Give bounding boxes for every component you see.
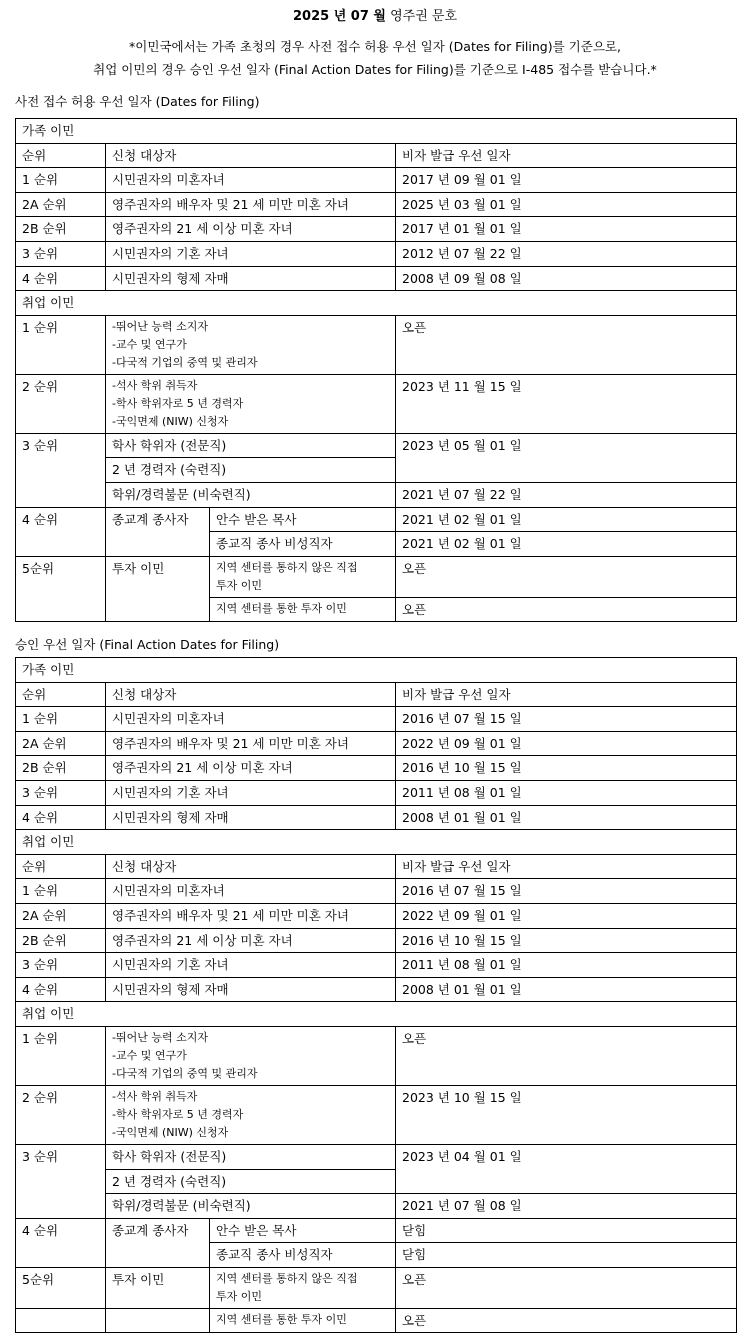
target-line: -교수 및 연구가 [112,337,187,351]
table-row [16,903,737,928]
date-cell: 2021 년 07 월 22 일 [396,482,737,507]
date-cell: 2021 년 02 월 01 일 [396,507,737,532]
target-cell: 2 년 경력자 (숙련직) [106,1169,396,1194]
table-row [16,168,737,193]
date-cell: 2011 년 08 월 01 일 [396,953,737,978]
group-cell: 종교계 종사자 [106,1218,210,1267]
sub-target-cell [210,556,396,597]
rank-cell: 2A 순위 [16,192,106,217]
table-row [16,805,737,830]
table-row [16,1144,737,1169]
target-cell: 2 년 경력자 (숙련직) [106,458,396,483]
date-cell: 오픈 [396,1308,737,1333]
family-header-row [16,119,737,144]
date-cell: 2021 년 02 월 01 일 [396,532,737,557]
sub-target-cell: 지역 센터를 통한 투자 이민 [210,597,396,622]
target-cell: 시민권자의 형제 자매 [106,266,396,291]
table-row [16,556,737,597]
rank-cell: 2 순위 [16,1085,106,1144]
rank-cell: 4 순위 [16,805,106,830]
date-cell: 닫힘 [396,1243,737,1268]
target-line: 투자 이민 [216,578,263,592]
employment-header: 취업 이민 [16,1002,737,1027]
dates-for-filing-table [15,118,737,622]
table-row [16,1308,737,1333]
rank-cell: 3 순위 [16,953,106,978]
rank-cell: 1 순위 [16,168,106,193]
rank-cell: 5순위 [16,556,106,622]
table-row [16,1026,737,1085]
table-row [16,731,737,756]
rank-cell: 1 순위 [16,707,106,732]
target-cell: 학사 학위자 (전문직) [106,1144,396,1169]
col-rank: 순위 [16,143,106,168]
sub-target-cell [210,1267,396,1308]
target-cell: 학위/경력불문 (비숙련직) [106,1194,396,1219]
col-target: 신청 대상자 [106,854,396,879]
target-cell: 영주권자의 배우자 및 21 세 미만 미혼 자녀 [106,731,396,756]
date-cell: 2025 년 03 월 01 일 [396,192,737,217]
date-cell: 2022 년 09 월 01 일 [396,731,737,756]
table-row [16,1267,737,1308]
table-row [16,315,737,374]
target-line: -다국적 기업의 중역 및 관리자 [112,355,258,369]
rank-cell: 3 순위 [16,433,106,507]
employment-header: 취업 이민 [16,830,737,855]
target-cell [106,1026,396,1085]
sub-target-cell: 안수 받은 목사 [210,1218,396,1243]
table-row [16,953,737,978]
target-line: -교수 및 연구가 [112,1048,187,1062]
rank-cell: 1 순위 [16,315,106,374]
target-cell: 학위/경력불문 (비숙련직) [106,482,396,507]
table-row [16,1218,737,1243]
target-line: -학사 학위자로 5 년 경력자 [112,396,244,410]
page-title [0,8,750,26]
date-cell: 2011 년 08 월 01 일 [396,780,737,805]
target-line: -뛰어난 능력 소지자 [112,319,208,333]
table-row [16,433,737,458]
rank-cell: 4 순위 [16,1218,106,1267]
target-cell: 시민권자의 기혼 자녀 [106,780,396,805]
target-cell [106,1085,396,1144]
target-line: -석사 학위 취득자 [112,378,198,392]
table-row [16,241,737,266]
date-cell: 오픈 [396,315,737,374]
date-cell: 2022 년 09 월 01 일 [396,903,737,928]
rank-cell: 4 순위 [16,977,106,1002]
target-cell: 영주권자의 21 세 이상 미혼 자녀 [106,756,396,781]
rank-cell: 3 순위 [16,1144,106,1218]
column-header-row [16,143,737,168]
date-cell: 2008 년 09 월 08 일 [396,266,737,291]
target-cell [106,315,396,374]
target-cell: 영주권자의 21 세 이상 미혼 자녀 [106,217,396,242]
target-cell [106,374,396,433]
target-line: 지역 센터를 통하지 않은 직접 [216,560,358,574]
date-cell: 2008 년 01 월 01 일 [396,805,737,830]
family-header: 가족 이민 [16,658,737,683]
col-date: 비자 발급 우선 일자 [396,143,737,168]
rank-cell: 2B 순위 [16,756,106,781]
target-line: -석사 학위 취득자 [112,1089,198,1103]
table-row [16,756,737,781]
date-cell: 2017 년 09 월 01 일 [396,168,737,193]
column-header-row [16,682,737,707]
date-cell: 2021 년 07 월 08 일 [396,1194,737,1219]
rank-cell: 3 순위 [16,780,106,805]
family-header-row [16,658,737,683]
target-line: -학사 학위자로 5 년 경력자 [112,1107,244,1121]
sub-target-cell: 종교직 종사 비성직자 [210,1243,396,1268]
date-cell: 2008 년 01 월 01 일 [396,977,737,1002]
rank-cell: 4 순위 [16,266,106,291]
rank-cell: 1 순위 [16,879,106,904]
rank-cell: 2A 순위 [16,731,106,756]
employment-header: 취업 이민 [16,291,737,316]
sub-target-cell: 지역 센터를 통한 투자 이민 [210,1308,396,1333]
target-cell: 시민권자의 형제 자매 [106,977,396,1002]
target-cell: 영주권자의 배우자 및 21 세 미만 미혼 자녀 [106,192,396,217]
rank-cell: 5순위 [16,1267,106,1308]
note-line-2: 취업 이민의 경우 승인 우선 일자 (Final Action Dates for Filing)를 기준으로 I-485 접수를 받습니다.* [93,62,657,77]
date-cell: 2023 년 10 월 15 일 [396,1085,737,1144]
date-cell: 오픈 [396,1026,737,1085]
sub-target-cell: 종교직 종사 비성직자 [210,532,396,557]
date-cell: 오픈 [396,1267,737,1308]
rank-cell: 2A 순위 [16,903,106,928]
date-cell: 2017 년 01 월 01 일 [396,217,737,242]
rank-cell: 4 순위 [16,507,106,556]
table-row [16,482,737,507]
target-line: -뛰어난 능력 소지자 [112,1030,208,1044]
rank-cell: 2B 순위 [16,217,106,242]
target-cell: 영주권자의 배우자 및 21 세 미만 미혼 자녀 [106,903,396,928]
target-cell: 시민권자의 형제 자매 [106,805,396,830]
table-row [16,928,737,953]
table-row [16,879,737,904]
section-label-final-action: 승인 우선 일자 (Final Action Dates for Filing) [15,637,280,652]
date-cell: 2023 년 05 월 01 일 [396,433,737,482]
rank-cell: 2 순위 [16,374,106,433]
table-row [16,266,737,291]
rank-cell: 3 순위 [16,241,106,266]
family-header: 가족 이민 [16,119,737,144]
date-cell: 2023 년 11 월 15 일 [396,374,737,433]
table-row [16,507,737,532]
col-target: 신청 대상자 [106,682,396,707]
date-cell: 2016 년 07 월 15 일 [396,707,737,732]
date-cell: 2016 년 07 월 15 일 [396,879,737,904]
group-cell: 투자 이민 [106,556,210,622]
rank-cell: 2B 순위 [16,928,106,953]
target-line: -국익면제 (NIW) 신청자 [112,414,229,428]
target-line: 지역 센터를 통하지 않은 직접 [216,1271,358,1285]
employment-header-row [16,291,737,316]
date-cell: 2016 년 10 월 15 일 [396,756,737,781]
date-cell: 2012 년 07 월 22 일 [396,241,737,266]
col-rank: 순위 [16,854,106,879]
date-cell: 2023 년 04 월 01 일 [396,1144,737,1193]
table-row [16,780,737,805]
col-target: 신청 대상자 [106,143,396,168]
final-action-table [15,657,737,1333]
date-cell: 2016 년 10 월 15 일 [396,928,737,953]
target-cell: 영주권자의 21 세 이상 미혼 자녀 [106,928,396,953]
table-row [16,1194,737,1219]
col-rank: 순위 [16,682,106,707]
date-cell: 닫힘 [396,1218,737,1243]
target-line: -다국적 기업의 중역 및 관리자 [112,1066,258,1080]
target-cell: 시민권자의 기혼 자녀 [106,953,396,978]
table-row [16,374,737,433]
date-cell: 오픈 [396,597,737,622]
employment-header-row [16,830,737,855]
target-cell: 시민권자의 미혼자녀 [106,879,396,904]
group-cell: 종교계 종사자 [106,507,210,556]
target-cell: 시민권자의 미혼자녀 [106,168,396,193]
date-cell: 오픈 [396,556,737,597]
column-header-row [16,854,737,879]
table-row [16,707,737,732]
target-cell: 학사 학위자 (전문직) [106,433,396,458]
target-cell: 시민권자의 기혼 자녀 [106,241,396,266]
col-date: 비자 발급 우선 일자 [396,854,737,879]
title-text: 영주권 문호 [385,9,458,24]
group-cell-empty [106,1308,210,1333]
title-date: 2025 년 07 월 [292,9,386,24]
group-cell: 투자 이민 [106,1267,210,1308]
col-date: 비자 발급 우선 일자 [396,682,737,707]
target-line: 투자 이민 [216,1289,263,1303]
sub-target-cell: 안수 받은 목사 [210,507,396,532]
note-line-1: *이민국에서는 가족 초청의 경우 사전 접수 허용 우선 일자 (Dates for Filing)를 기준으로, [129,39,621,54]
employment-header-row [16,1002,737,1027]
section-label-dates-for-filing: 사전 접수 허용 우선 일자 (Dates for Filing) [15,94,260,109]
target-line: -국익면제 (NIW) 신청자 [112,1125,229,1139]
table-row [16,1085,737,1144]
target-cell: 시민권자의 미혼자녀 [106,707,396,732]
table-row [16,192,737,217]
rank-cell-empty [16,1308,106,1333]
table-row [16,217,737,242]
table-row [16,977,737,1002]
rank-cell: 1 순위 [16,1026,106,1085]
